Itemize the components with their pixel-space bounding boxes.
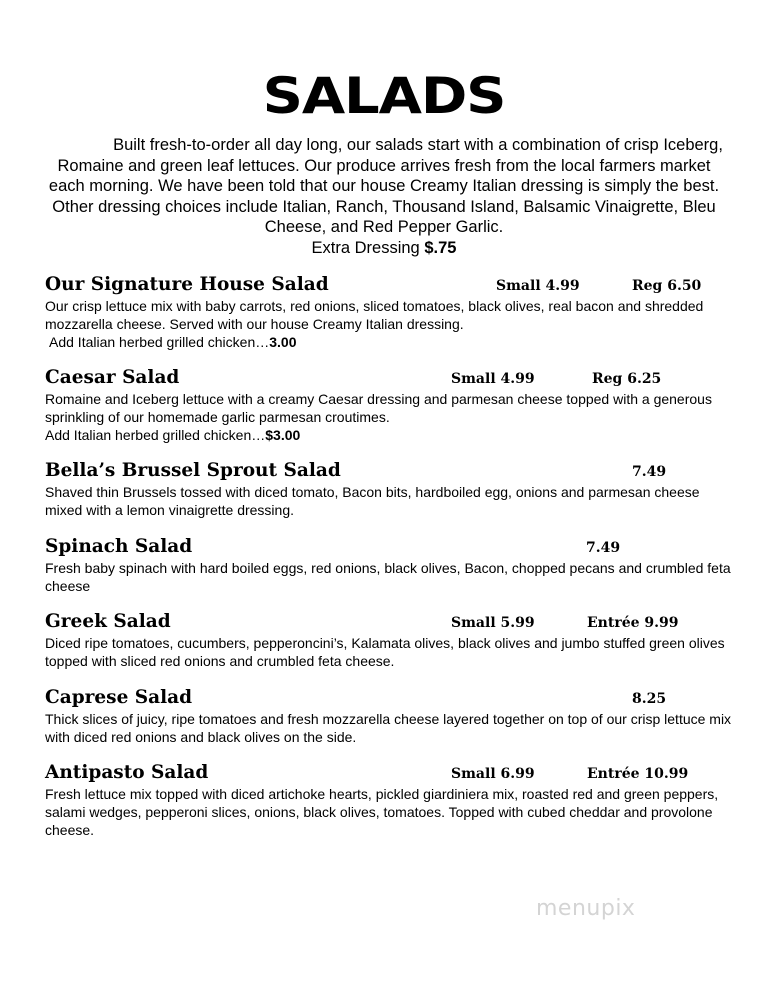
addon-label: Add Italian herbed grilled chicken… (49, 333, 270, 350)
price-regular: Reg 6.50 (632, 278, 702, 294)
addon-label: Add Italian herbed grilled chicken… (45, 426, 266, 443)
price-entree: Entrée 9.99 (587, 615, 679, 631)
menupix-watermark: menupix (536, 896, 636, 921)
price-small: Small 5.99 (451, 615, 535, 631)
price-small: Small 4.99 (496, 278, 580, 294)
price-small: Small 4.99 (451, 371, 535, 387)
menu-item-antipasto-salad (45, 761, 735, 839)
item-name: Caesar Salad (45, 367, 180, 388)
price: 7.49 (586, 540, 621, 556)
price-entree: Entrée 10.99 (587, 766, 689, 782)
item-description: Diced ripe tomatoes, cucumbers, pepperoncini’s, Kalamata olives, black olives and jumbo stuffed green olives topped with sliced red onions and crumbled feta cheese. (45, 635, 725, 669)
extra-dressing-label: Extra Dressing (311, 238, 420, 257)
item-addon (45, 334, 735, 352)
item-name: Greek Salad (45, 611, 171, 632)
menu-item-signature-house-salad (45, 273, 735, 351)
menu-item-caesar-salad (45, 366, 735, 444)
item-name: Bella’s Brussel Sprout Salad (45, 460, 341, 481)
item-name: Caprese Salad (45, 687, 193, 708)
extra-dressing-price: $.75 (424, 238, 457, 257)
item-description: Our crisp lettuce mix with baby carrots, red onions, sliced tomatoes, black olives, real bacon and shredded mozzarella cheese. Served with our house Creamy Italian dressing. (45, 298, 704, 332)
menu-item-caprese-salad (45, 686, 735, 747)
intro-paragraph (40, 135, 728, 258)
menu-item-spinach-salad (45, 535, 735, 596)
addon-price: $3.00 (265, 426, 301, 443)
menu-item-greek-salad (45, 610, 735, 671)
item-description: Shaved thin Brussels tossed with diced tomato, Bacon bits, hardboiled egg, onions and parmesan cheese mixed with a lemon vinaigrette dressing. (45, 484, 700, 518)
page-title: SALADS (262, 67, 506, 125)
item-addon (45, 427, 735, 445)
price: 7.49 (632, 464, 667, 480)
addon-price: 3.00 (269, 333, 297, 350)
item-description: Romaine and Iceberg lettuce with a creamy Caesar dressing and parmesan cheese topped with a generous sprinkling of our homemade garlic parmesan croutimes. (45, 391, 712, 425)
item-name: Our Signature House Salad (45, 274, 329, 295)
menu-item-brussel-sprout-salad (45, 459, 735, 520)
price-small: Small 6.99 (451, 766, 535, 782)
price-regular: Reg 6.25 (592, 371, 662, 387)
price: 8.25 (632, 691, 667, 707)
item-description: Fresh baby spinach with hard boiled eggs, red onions, black olives, Bacon, chopped pecans and crumbled feta cheese (45, 560, 731, 594)
item-name: Antipasto Salad (45, 762, 209, 783)
intro-text: Built fresh-to-order all day long, our salads start with a combination of crisp Iceberg, Romaine and green leaf lettuces. Our produce arrives fresh from the local farmers market each morning. We have been told that our house Creamy Italian dressing is simply the best. Other dressing choices include Italian, Ranch, Thousand Island, Balsamic Vinaigrette, Bleu Cheese, and Red Pepper Garlic. (48, 136, 723, 236)
item-description: Thick slices of juicy, ripe tomatoes and fresh mozzarella cheese layered together on top of our crisp lettuce mix with diced red onions and black olives on the side. (45, 711, 732, 745)
item-name: Spinach Salad (45, 536, 193, 557)
item-description: Fresh lettuce mix topped with diced artichoke hearts, pickled giardiniera mix, roasted red and green peppers, salami wedges, pepperoni slices, onions, black olives, tomatoes. Topped with cubed cheddar and provolone cheese. (45, 786, 719, 838)
